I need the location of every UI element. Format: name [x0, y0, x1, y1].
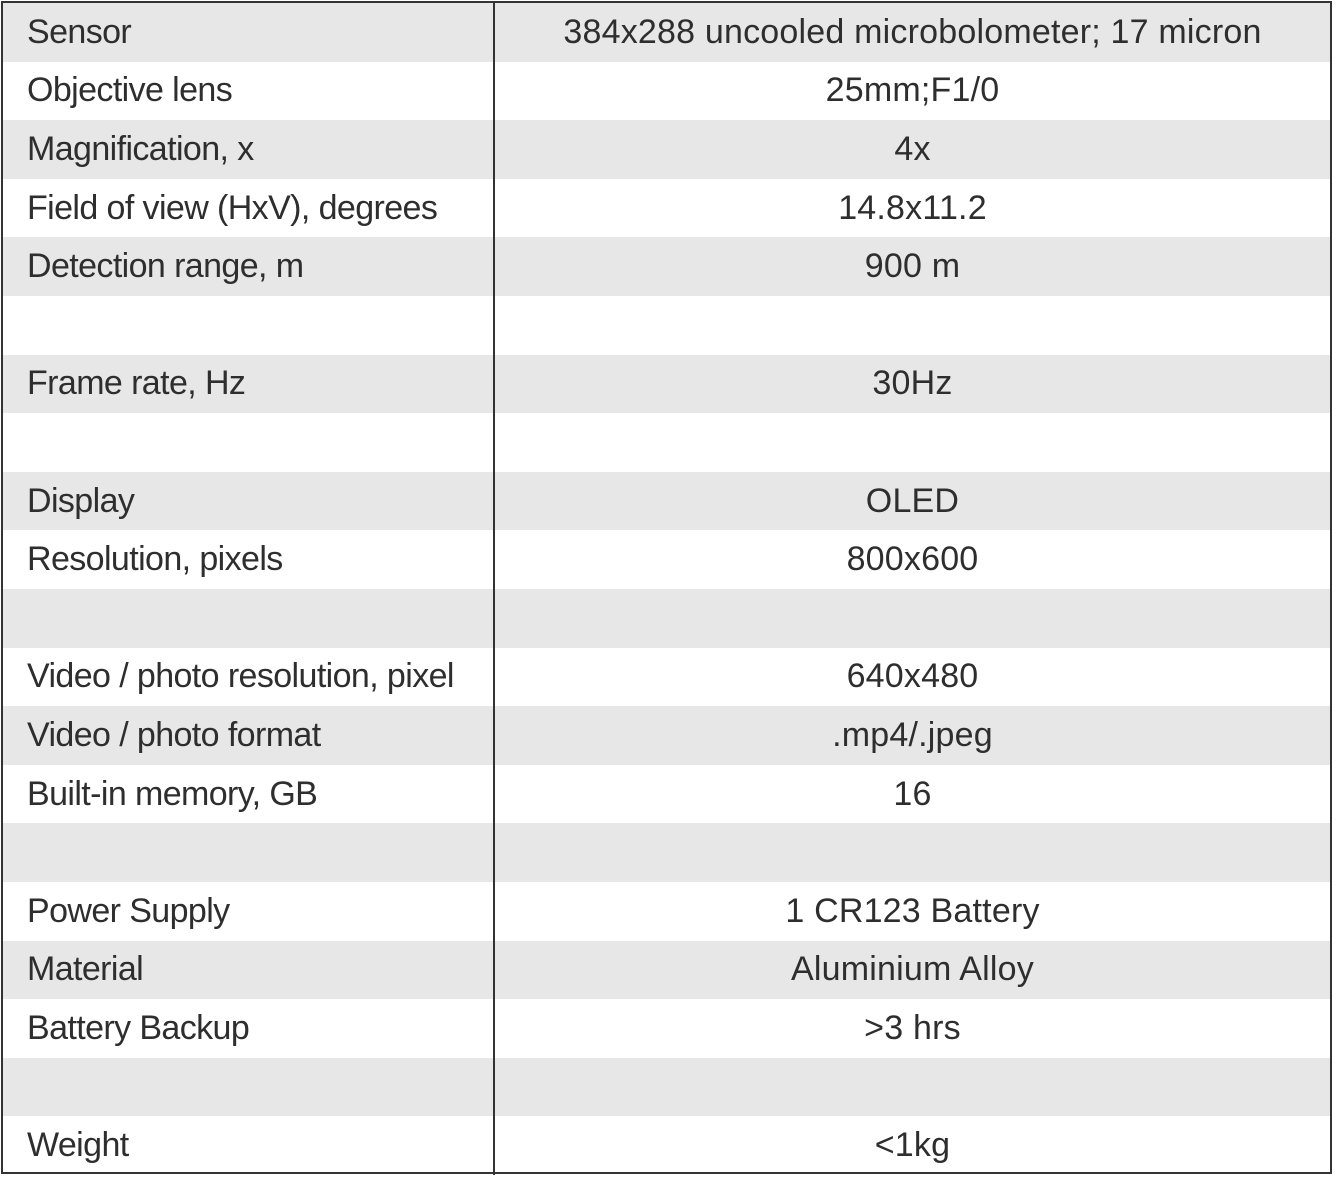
table-row: [3, 120, 1330, 179]
spec-value: .mp4/.jpeg: [832, 715, 993, 754]
spec-label: Sensor: [3, 3, 495, 62]
table-row: [3, 941, 1330, 1000]
spec-table: [1, 1, 1332, 1174]
spec-label: Resolution, pixels: [3, 530, 495, 589]
spec-value: >3 hrs: [864, 1008, 961, 1047]
spec-value: 16: [893, 774, 932, 813]
spec-value: 900 m: [864, 247, 961, 286]
table-row: [3, 472, 1330, 531]
spec-label: Detection range, m: [3, 237, 495, 296]
spec-value: [495, 413, 1330, 472]
spec-value: [495, 1058, 1330, 1117]
spec-label: Built-in memory, GB: [3, 765, 495, 824]
spec-value: 384x288 uncooled microbolometer; 17 micron: [563, 12, 1262, 51]
table-row: [3, 1058, 1330, 1117]
spec-value: 1 CR123 Battery: [785, 891, 1040, 930]
spec-value: 30Hz: [872, 364, 953, 403]
spec-value: 25mm;F1/0: [825, 71, 1000, 110]
spec-value: 4x: [894, 129, 931, 168]
spec-label: [3, 296, 495, 355]
table-row: [3, 1116, 1330, 1175]
spec-label: Battery Backup: [3, 999, 495, 1058]
spec-label: Video / photo resolution, pixel: [3, 648, 495, 707]
table-row: [3, 823, 1330, 882]
spec-value: Aluminium Alloy: [791, 950, 1034, 989]
spec-label: Weight: [3, 1116, 495, 1175]
spec-label: [3, 413, 495, 472]
table-row: [3, 62, 1330, 121]
spec-label: [3, 1058, 495, 1117]
spec-value: [495, 296, 1330, 355]
table-row: [3, 237, 1330, 296]
spec-label: Field of view (HxV), degrees: [3, 179, 495, 238]
spec-value: OLED: [865, 481, 960, 520]
spec-label: Frame rate, Hz: [3, 355, 495, 414]
table-row: [3, 589, 1330, 648]
spec-value: [495, 589, 1330, 648]
table-row: [3, 179, 1330, 238]
spec-value: <1kg: [874, 1126, 951, 1165]
spec-value: [495, 823, 1330, 882]
table-row: [3, 296, 1330, 355]
spec-value: 14.8x11.2: [838, 188, 987, 227]
table-row: [3, 706, 1330, 765]
spec-label: [3, 589, 495, 648]
spec-value: 640x480: [846, 657, 979, 696]
table-row: [3, 530, 1330, 589]
table-row: [3, 355, 1330, 414]
spec-label: Video / photo format: [3, 706, 495, 765]
spec-label: Magnification, x: [3, 120, 495, 179]
spec-label: [3, 823, 495, 882]
table-row: [3, 648, 1330, 707]
table-row: [3, 413, 1330, 472]
table-row: [3, 999, 1330, 1058]
table-row: [3, 765, 1330, 824]
spec-label: Power Supply: [3, 882, 495, 941]
spec-value: 800x600: [846, 540, 979, 579]
spec-label: Objective lens: [3, 62, 495, 121]
spec-label: Display: [3, 472, 495, 531]
spec-label: Material: [3, 941, 495, 1000]
table-row: [3, 882, 1330, 941]
table-row: [3, 3, 1330, 62]
